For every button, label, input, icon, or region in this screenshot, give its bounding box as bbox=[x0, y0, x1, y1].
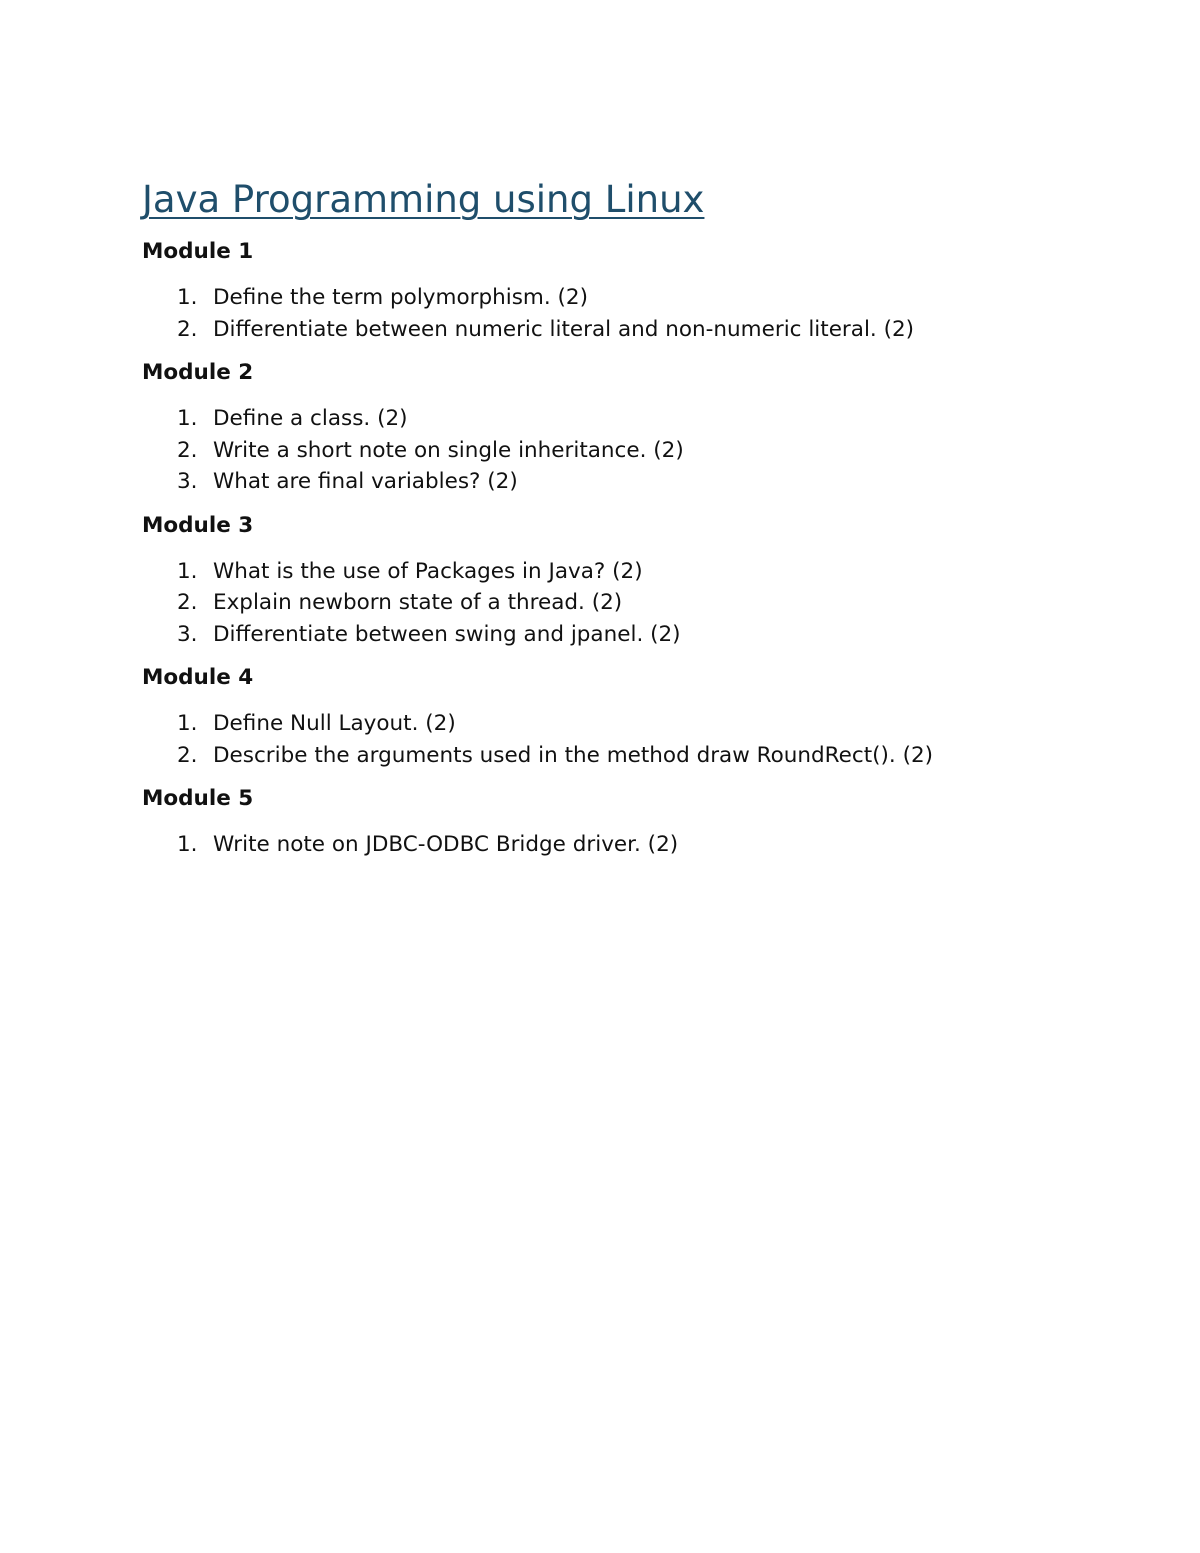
question-item bbox=[142, 403, 1102, 435]
document-page bbox=[142, 176, 1102, 875]
module-heading: Module 3 bbox=[142, 512, 254, 538]
question-text: Write a short note on single inheritance. (2) bbox=[213, 437, 684, 463]
question-item bbox=[142, 435, 1102, 467]
module-heading: Module 2 bbox=[142, 360, 254, 385]
question-number: 1. bbox=[177, 285, 198, 310]
question-item bbox=[142, 619, 1102, 651]
question-item bbox=[142, 587, 1102, 619]
question-number: 2. bbox=[177, 590, 198, 615]
question-text: Define the term polymorphism. (2) bbox=[213, 285, 588, 310]
module-section bbox=[142, 359, 1102, 498]
question-number: 1. bbox=[177, 406, 198, 431]
question-number: 2. bbox=[177, 742, 198, 768]
question-number: 2. bbox=[177, 316, 198, 342]
question-number: 2. bbox=[177, 437, 198, 463]
question-item bbox=[142, 314, 1102, 346]
question-number: 1. bbox=[177, 832, 198, 857]
module-section bbox=[142, 664, 1102, 771]
question-list bbox=[142, 282, 1102, 345]
question-list bbox=[142, 403, 1102, 498]
question-number: 1. bbox=[177, 711, 198, 736]
question-text: Differentiate between numeric literal and non-numeric literal. (2) bbox=[213, 316, 915, 342]
question-text: What is the use of Packages in Java? (2) bbox=[213, 558, 643, 584]
question-item bbox=[142, 708, 1102, 740]
question-list bbox=[142, 556, 1102, 651]
question-item bbox=[142, 556, 1102, 588]
question-text: Define a class. (2) bbox=[213, 406, 408, 431]
question-number: 1. bbox=[177, 558, 198, 584]
module-heading: Module 4 bbox=[142, 665, 254, 690]
module-section bbox=[142, 238, 1102, 345]
question-text: Differentiate between swing and jpanel. (2) bbox=[213, 621, 681, 647]
document-title: Java Programming using Linux bbox=[142, 178, 705, 221]
question-item bbox=[142, 829, 1102, 861]
module-section bbox=[142, 785, 1102, 861]
question-text: Write note on JDBC-ODBC Bridge driver. (2) bbox=[213, 832, 679, 857]
question-item bbox=[142, 740, 1102, 772]
question-item bbox=[142, 282, 1102, 314]
question-item bbox=[142, 466, 1102, 498]
question-text: Define Null Layout. (2) bbox=[213, 711, 456, 736]
question-text: Describe the arguments used in the method draw RoundRect(). (2) bbox=[213, 742, 934, 768]
module-heading: Module 1 bbox=[142, 239, 254, 264]
module-heading: Module 5 bbox=[142, 786, 254, 811]
question-text: Explain newborn state of a thread. (2) bbox=[213, 590, 623, 615]
question-number: 3. bbox=[177, 469, 198, 494]
question-list bbox=[142, 829, 1102, 861]
question-list bbox=[142, 708, 1102, 771]
question-text: What are final variables? (2) bbox=[213, 469, 518, 494]
question-number: 3. bbox=[177, 621, 198, 647]
module-section bbox=[142, 512, 1102, 651]
